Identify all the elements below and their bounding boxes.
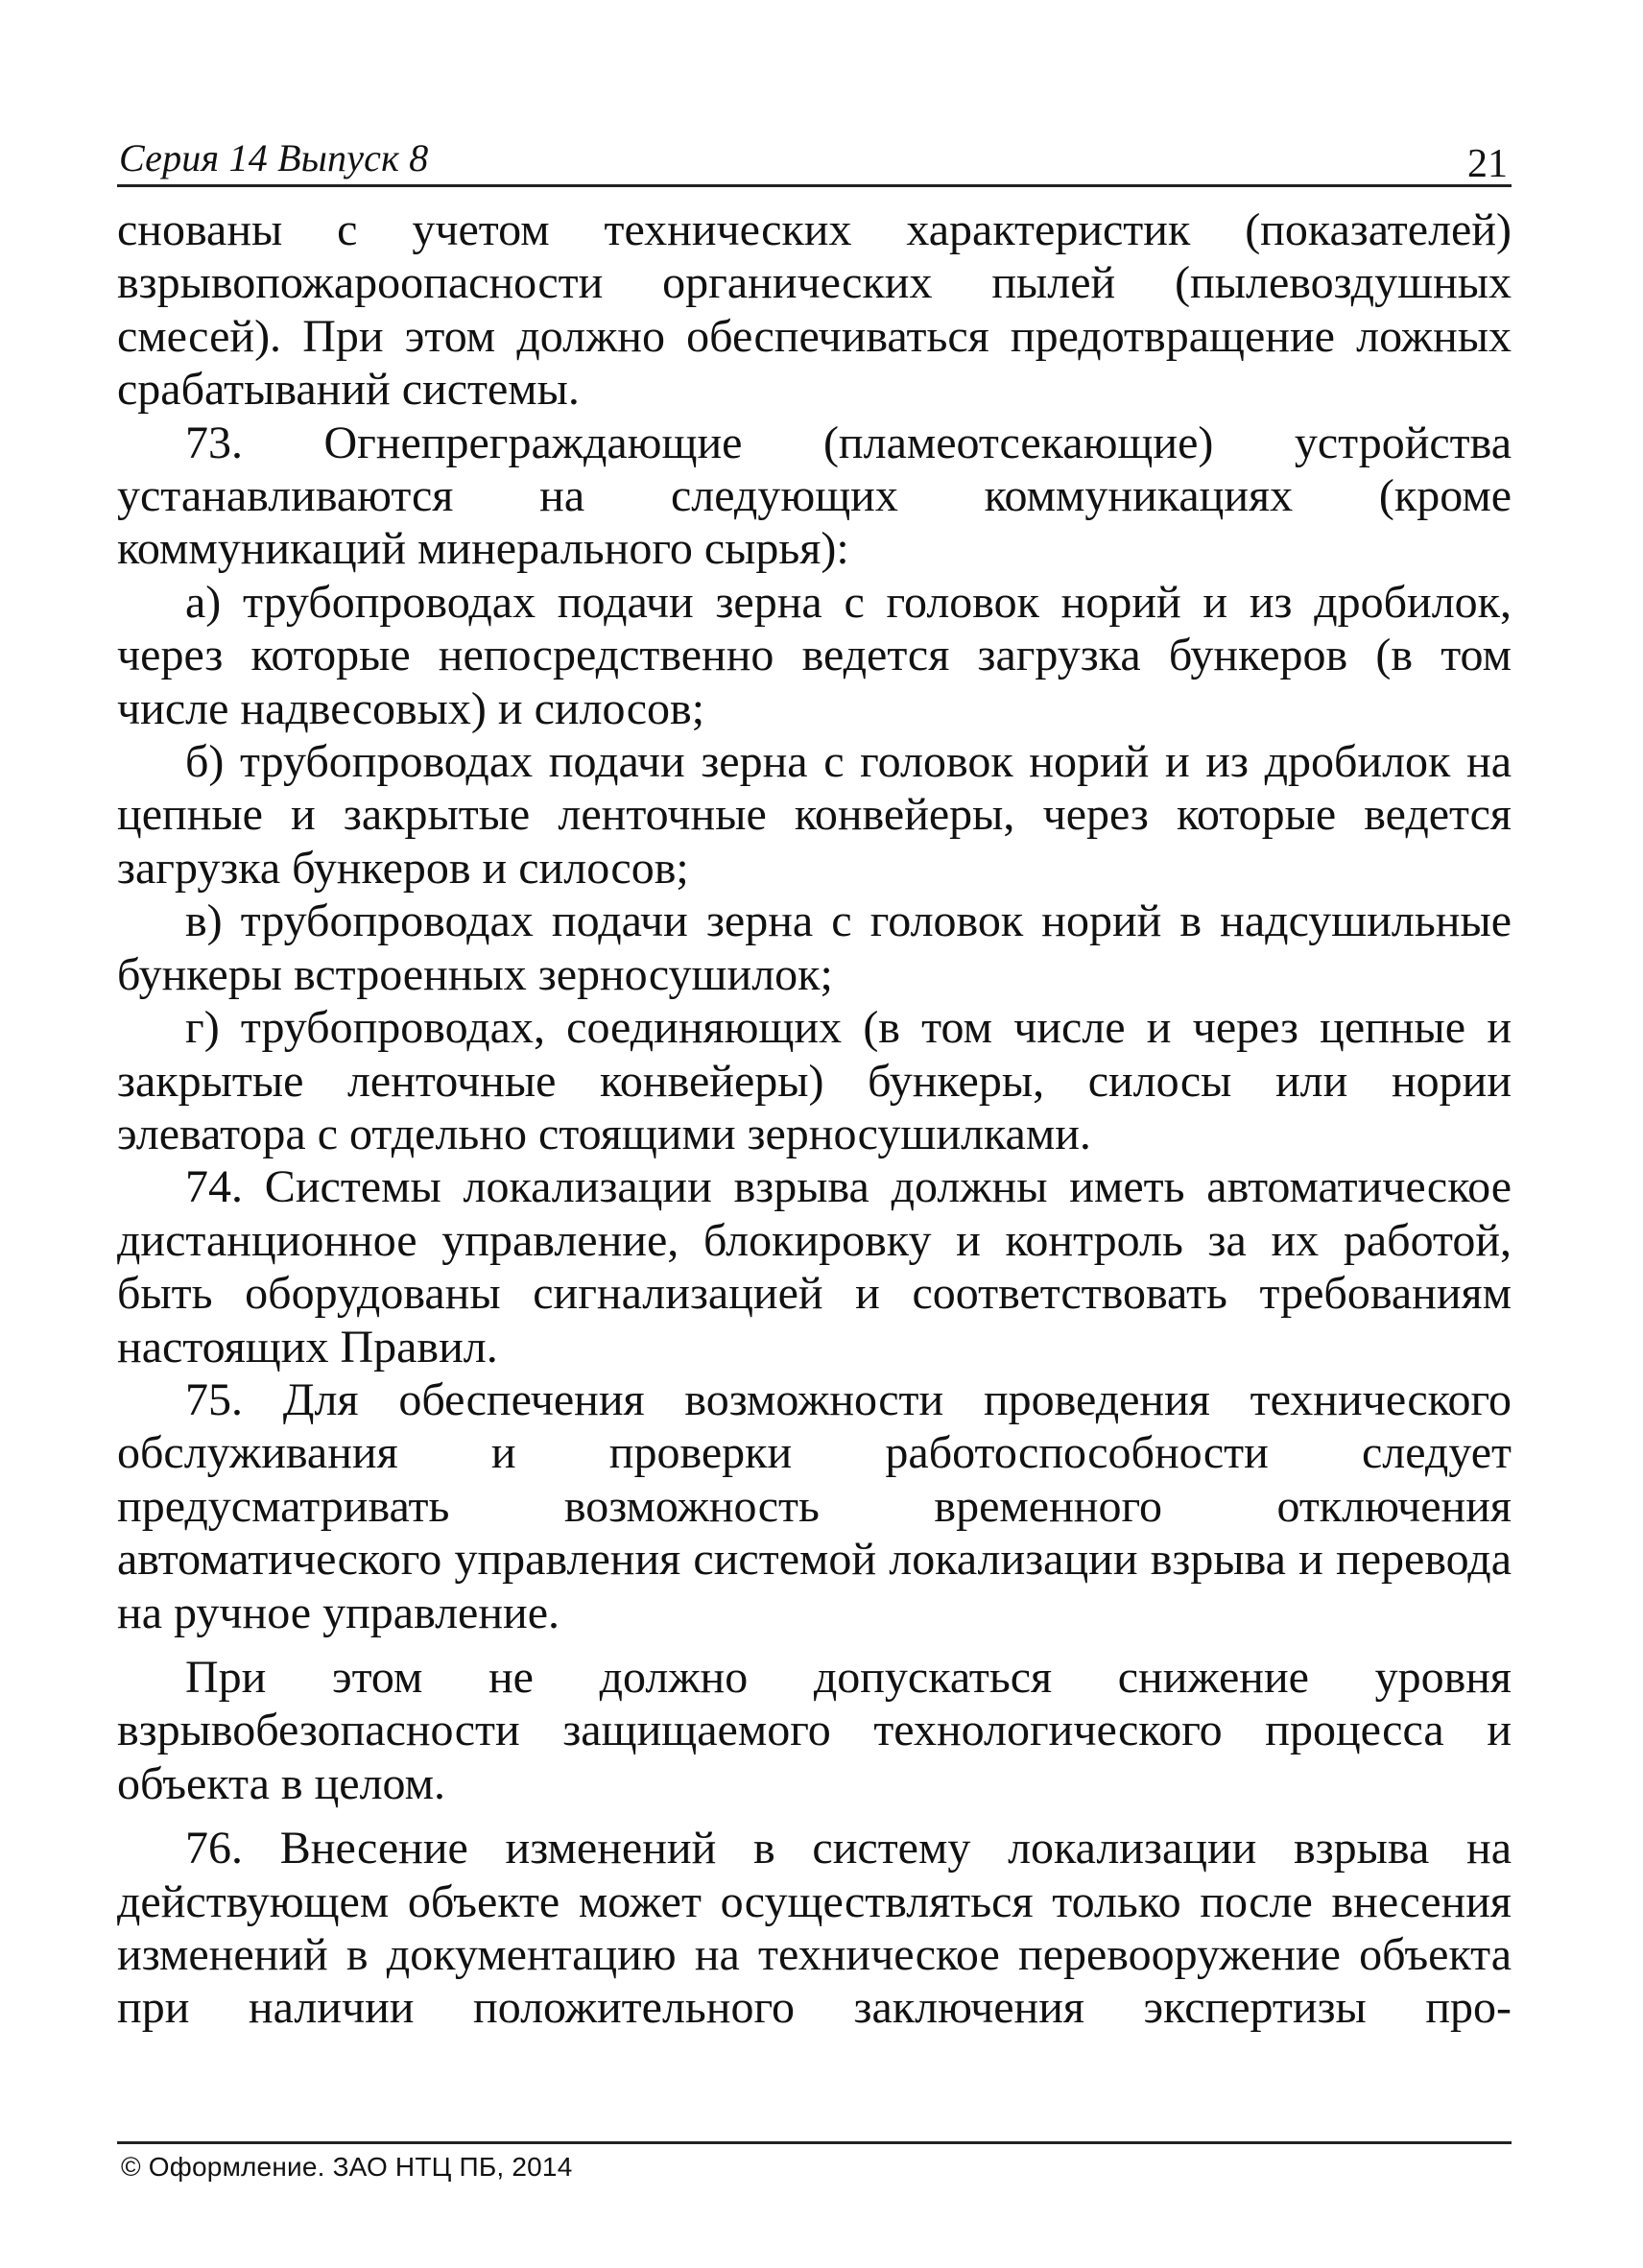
paragraph-73: 73. Огнепреграждающие (пламеотсекающие) устройства устанавливаются на следующих коммуникациях (кроме коммуникаций минерального сырья):	[117, 417, 1512, 575]
series-title: Серия 14 Выпуск 8	[119, 136, 429, 179]
running-header	[117, 125, 1512, 187]
paragraph-73-b: б) трубопроводах подачи зерна с головок норий и из дробилок на цепные и закрытые ленточные конвейеры, через которые ведется загрузка бункеров и силосов;	[117, 736, 1512, 894]
paragraph-74: 74. Системы локализации взрыва должны иметь автоматическое дистанционное управление, блокировку и контроль за их работой, быть оборудованы сигнализацией и соответствовать требованиям настоящих Правил.	[117, 1161, 1512, 1373]
paragraph-spacing	[117, 1639, 1512, 1651]
paragraph-75-note: При этом не должно допускаться снижение уровня взрывобезопасности защищаемого технологического процесса и объекта в целом.	[117, 1651, 1512, 1809]
continued-paragraph: снованы с учетом технических характеристик (показателей) взрывопожароопасности органических пылей (пылевоздушных смесей). При этом должно обеспечиваться предотвращение ложных срабатываний системы.	[117, 204, 1512, 416]
page-number: 21	[1467, 142, 1508, 186]
paragraph-75: 75. Для обеспечения возможности проведения технического обслуживания и проверки работоспособности следует предусматривать возможность временного отключения автоматического управления системой локализации взрыва и перевода на ручное управление.	[117, 1373, 1512, 1638]
page-footer	[117, 2141, 1512, 2182]
paragraph-73-a: а) трубопроводах подачи зерна с головок норий и из дробилок, через которые непосредственно ведется загрузка бункеров (в том числе надвесовых) и силосов;	[117, 576, 1512, 734]
paragraph-73-g: г) трубопроводах, соединяющих (в том числе и через цепные и закрытые ленточные конвейеры) бункеры, силосы или нории элеватора с отдельно стоящими зерносушилками.	[117, 1002, 1512, 1159]
paragraph-spacing	[117, 1810, 1512, 1822]
document-text	[117, 203, 1512, 2035]
document-page	[117, 125, 1512, 2035]
paragraph-73-v: в) трубопроводах подачи зерна с головок норий в надсушильные бункеры встроенных зерносушилок;	[117, 895, 1512, 1000]
copyright-notice: © Оформление. ЗАО НТЦ ПБ, 2014	[121, 2152, 573, 2182]
paragraph-76: 76. Внесение изменений в систему локализации взрыва на действующем объекте может осуществляться только после внесения изменений в документацию на техническое перевооружение объекта при наличии положительного заключения экспертизы про-	[117, 1823, 1512, 2034]
